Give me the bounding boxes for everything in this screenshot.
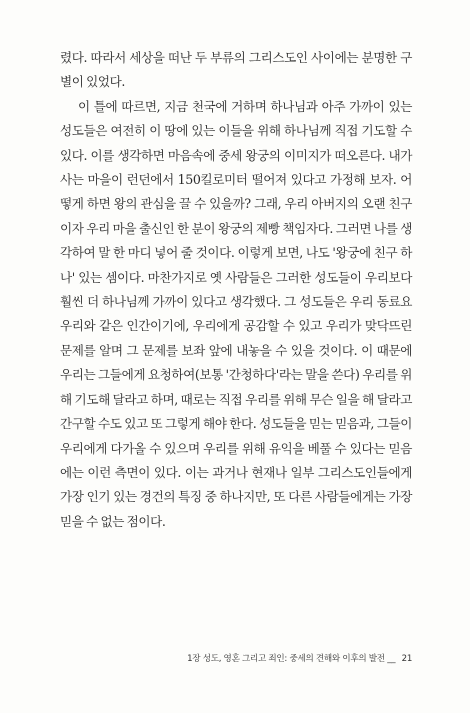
paragraph-main: 이 틀에 따르면, 지금 천국에 거하며 하나님과 아주 가까이 있는 성도들은 여전히 이 땅에 있는 이들을 위해 하나님께 직접 기도할 수 있다. 이를 생각하면 마음속에 중세 왕궁의 이미지가 떠오른다. 내가 사는 마을이 런던에서 150킬로미터 떨어져 있다고 가정해 보자. 어떻게 하면 왕의 관심을 끌 수 있을까? 그래, 우리 아버지의 오랜 친구이자 우리 마을 출신인 한 분이 왕궁의 제빵 책임자다. 그러면 나를 생각하여 말 한 마디 넣어 줄 것이다. 이렇게 보면, 나도 '왕궁에 친구 하나' 있는 셈이다. 마찬가지로 옛 사람들은 그러한 성도들이 우리보다 훨씬 더 하나님께 가까이 있다고 생각했다. 그 성도들은 우리 동료요 우리와 같은 인간이기에, 우리에게 공감할 수 있고 우리가 맞닥뜨린 문제를 알며 그 문제를 보좌 앞에 내놓을 수 있을 것이다. 이 때문에 우리는 그들에게 요청하여(보통 '간청하다'라는 말을 쓴다) 우리를 위해 기도해 달라고 하며, 때로는 직접 우리를 위해 무슨 일을 해 달라고 간구할 수도 있고 또 그렇게 해야 한다. 성도들을 믿는 믿음과, 그들이 우리에게 다가올 수 있으며 우리를 위해 유익을 베풀 수 있다는 믿음에는 이런 측면이 있다. 이는 과거나 현재나 일부 그리스도인들에게 가장 인기 있는 경건의 특징 중 하나지만, 또 다른 사람들에게는 가장 믿을 수 없는 점이다. [60,98,412,529]
body-text [60,46,412,534]
page-footer [187,652,412,664]
running-title: 1장 성도, 영혼 그리고 죄인: 중세의 견해와 이후의 발전 [187,654,385,664]
paragraph-continuation: 렸다. 따라서 세상을 떠난 두 부류의 그리스도인 사이에는 분명한 구별이 있었다. [60,50,412,90]
page-number: 21 [401,654,412,664]
footer-separator: __ [387,654,396,664]
